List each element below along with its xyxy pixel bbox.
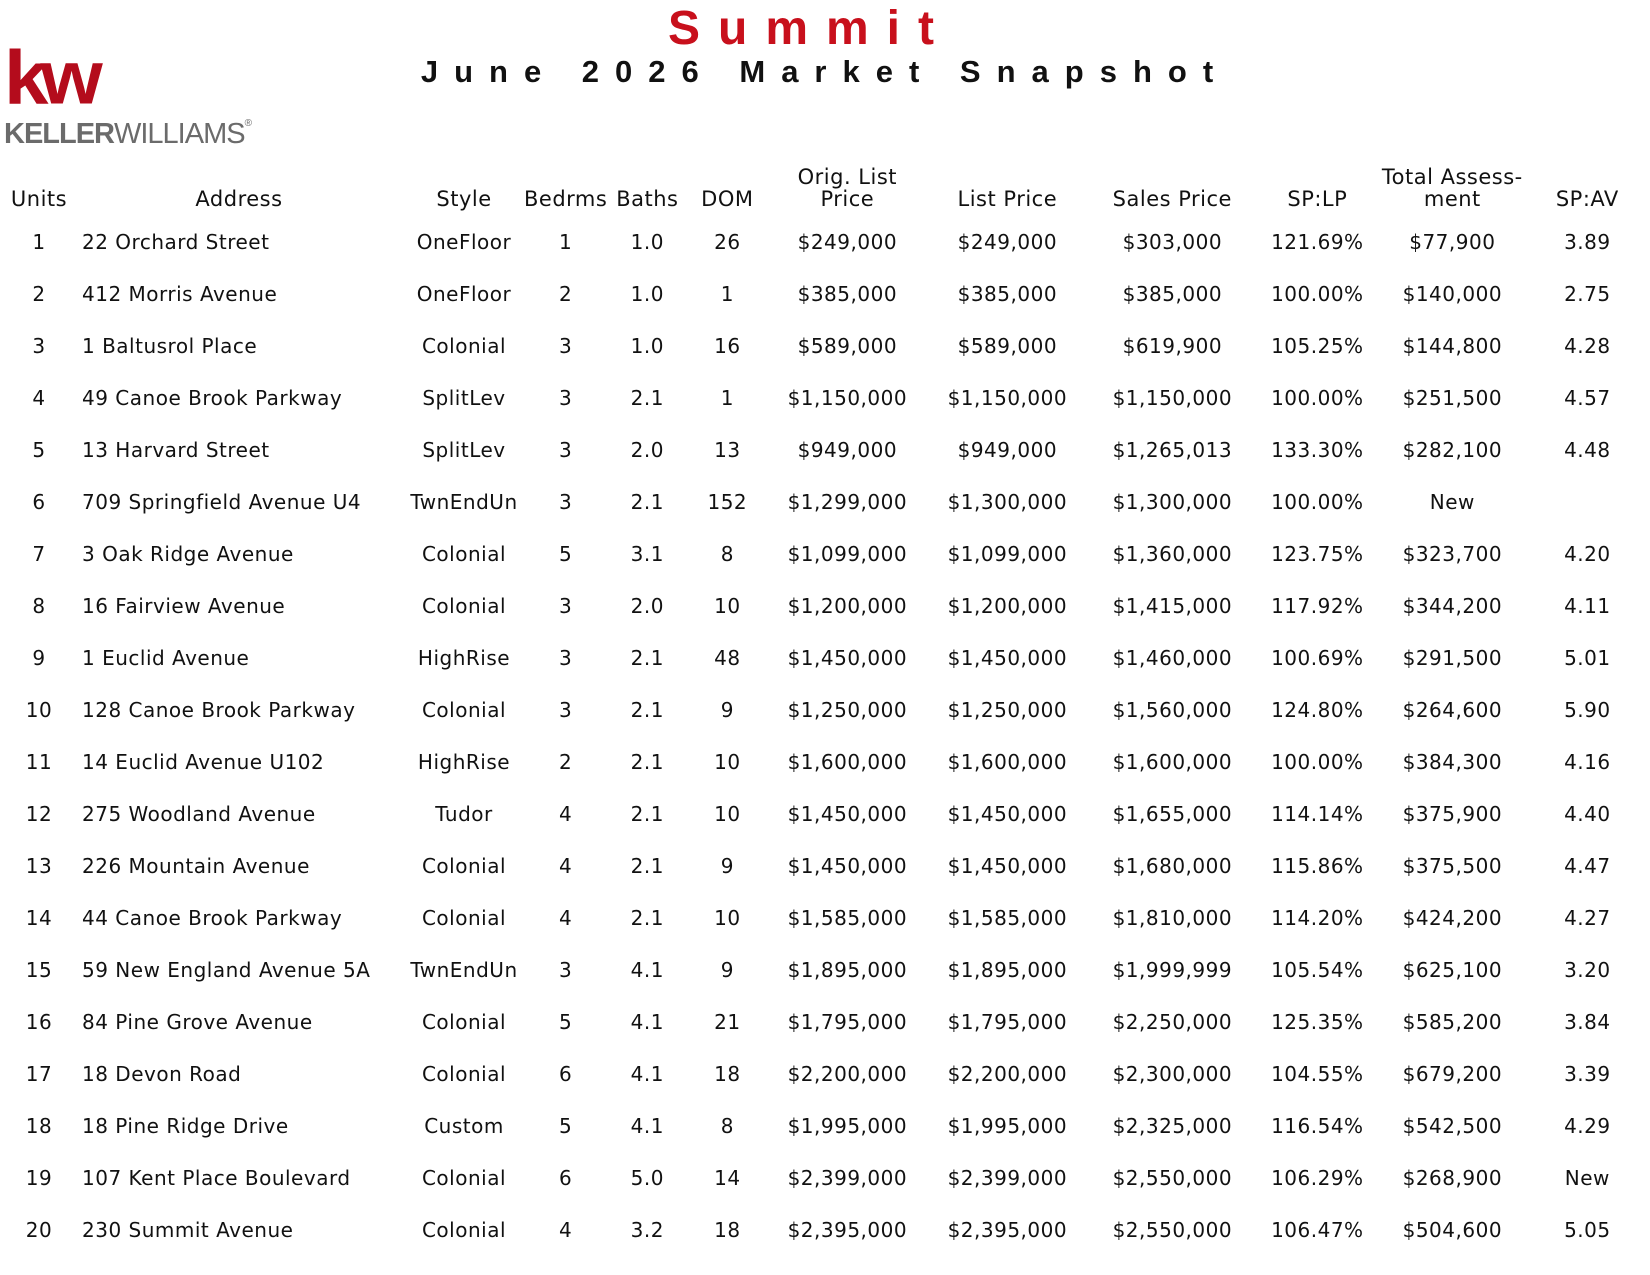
style-cell: SplitLev — [422, 438, 506, 462]
dom-cell: 10 — [714, 802, 741, 826]
bedrms-cell: 3 — [559, 334, 573, 358]
sp-av-cell — [1527, 476, 1647, 528]
sp-lp-cell: 100.00% — [1271, 386, 1364, 410]
sales-price-cell: $1,810,000 — [1112, 906, 1233, 930]
kw-logo-wordmark — [4, 118, 251, 151]
bedrms-cell: 2 — [559, 282, 573, 306]
bedrms-cell: 6 — [559, 1166, 573, 1190]
col-style: Style — [436, 187, 492, 211]
sales-table — [4, 150, 1647, 1256]
sp-av-cell: 4.40 — [1564, 802, 1611, 826]
sales-price-cell: $385,000 — [1122, 282, 1223, 306]
orig-list-price-cell: $2,395,000 — [787, 1218, 908, 1242]
address-cell: 49 Canoe Brook Parkway — [82, 386, 343, 410]
sales-price-cell: $2,250,000 — [1112, 1010, 1233, 1034]
style-cell: Colonial — [421, 542, 507, 566]
dom-cell: 14 — [714, 1166, 741, 1190]
list-price-cell: $385,000 — [957, 282, 1058, 306]
baths-cell: 2.1 — [630, 386, 664, 410]
sp-lp-cell: 117.92% — [1271, 594, 1364, 618]
unit-cell: 10 — [25, 698, 53, 722]
total-assessment-cell: $375,500 — [1402, 854, 1503, 878]
sp-lp-cell: 114.20% — [1271, 906, 1364, 930]
sales-price-cell: $1,265,013 — [1112, 438, 1233, 462]
sp-av-cell: 3.39 — [1564, 1062, 1611, 1086]
orig-list-price-cell: $1,200,000 — [787, 594, 908, 618]
bedrms-cell: 3 — [559, 438, 573, 462]
table-row — [4, 476, 1647, 528]
sales-price-cell: $1,150,000 — [1112, 386, 1233, 410]
sales-price-cell: $1,460,000 — [1112, 646, 1233, 670]
page-title: Summit — [667, 2, 952, 55]
baths-cell: 3.2 — [630, 1218, 664, 1242]
style-cell: Tudor — [435, 802, 493, 826]
orig-list-price-cell: $1,795,000 — [787, 1010, 908, 1034]
unit-cell: 19 — [25, 1166, 53, 1190]
total-assessment-cell: $384,300 — [1402, 750, 1503, 774]
sp-av-cell: 3.84 — [1564, 1010, 1611, 1034]
address-cell: 22 Orchard Street — [82, 230, 270, 254]
table-header-row — [4, 150, 1647, 216]
sales-price-cell: $1,300,000 — [1112, 490, 1233, 514]
sp-lp-cell: 105.25% — [1271, 334, 1364, 358]
table-row — [4, 528, 1647, 580]
dom-cell: 9 — [720, 958, 734, 982]
dom-cell: 10 — [714, 750, 741, 774]
dom-cell: 9 — [720, 698, 734, 722]
sp-lp-cell: 100.00% — [1271, 750, 1364, 774]
table-row — [4, 1100, 1647, 1152]
unit-cell: 20 — [25, 1218, 53, 1242]
total-assessment-cell: New — [1429, 490, 1475, 514]
sp-lp-cell: 105.54% — [1271, 958, 1364, 982]
style-cell: Custom — [424, 1114, 504, 1138]
style-cell: OneFloor — [416, 230, 512, 254]
col-sales-price: Sales Price — [1112, 187, 1232, 211]
list-price-cell: $1,585,000 — [947, 906, 1068, 930]
orig-list-price-cell: $1,895,000 — [787, 958, 908, 982]
baths-cell: 4.1 — [630, 958, 664, 982]
table-row — [4, 944, 1647, 996]
orig-list-price-cell: $1,600,000 — [787, 750, 908, 774]
sp-av-cell: 4.29 — [1564, 1114, 1611, 1138]
total-assessment-cell: $264,600 — [1402, 698, 1503, 722]
sales-price-cell: $619,900 — [1122, 334, 1223, 358]
sp-lp-cell: 123.75% — [1271, 542, 1364, 566]
total-assessment-cell: $424,200 — [1402, 906, 1503, 930]
total-assessment-cell: $140,000 — [1402, 282, 1503, 306]
total-assessment-cell: $375,900 — [1402, 802, 1503, 826]
unit-cell: 18 — [25, 1114, 53, 1138]
style-cell: HighRise — [417, 750, 511, 774]
unit-cell: 5 — [32, 438, 46, 462]
table-row — [4, 892, 1647, 944]
col-bedrms: Bedrms — [524, 187, 608, 211]
unit-cell: 7 — [32, 542, 46, 566]
total-assessment-cell: $268,900 — [1402, 1166, 1503, 1190]
unit-cell: 4 — [32, 386, 46, 410]
bedrms-cell: 3 — [559, 646, 573, 670]
sp-av-cell: 5.90 — [1564, 698, 1611, 722]
col-units: Units — [10, 187, 68, 211]
unit-cell: 6 — [32, 490, 46, 514]
address-cell: 44 Canoe Brook Parkway — [82, 906, 343, 930]
sp-lp-cell: 115.86% — [1271, 854, 1364, 878]
address-cell: 84 Pine Grove Avenue — [82, 1010, 313, 1034]
list-price-cell: $949,000 — [957, 438, 1058, 462]
col-sp-lp: SP:LP — [1287, 187, 1348, 211]
table-row — [4, 216, 1647, 268]
sp-av-cell: 4.47 — [1564, 854, 1611, 878]
list-price-cell: $1,450,000 — [947, 854, 1068, 878]
style-cell: SplitLev — [422, 386, 506, 410]
table-row — [4, 632, 1647, 684]
address-cell: 18 Devon Road — [82, 1062, 242, 1086]
sp-av-cell: 3.89 — [1564, 230, 1611, 254]
unit-cell: 12 — [25, 802, 53, 826]
total-assessment-cell: $344,200 — [1402, 594, 1503, 618]
sp-lp-cell: 106.47% — [1271, 1218, 1364, 1242]
sales-price-cell: $1,560,000 — [1112, 698, 1233, 722]
orig-list-price-cell: $1,099,000 — [787, 542, 908, 566]
dom-cell: 16 — [714, 334, 741, 358]
style-cell: HighRise — [417, 646, 511, 670]
sp-lp-cell: 114.14% — [1271, 802, 1364, 826]
table-row — [4, 1204, 1647, 1256]
bedrms-cell: 4 — [559, 1218, 573, 1242]
dom-cell: 8 — [720, 1114, 734, 1138]
unit-cell: 3 — [32, 334, 46, 358]
kw-logo — [4, 35, 251, 150]
orig-list-price-cell: $1,450,000 — [787, 854, 908, 878]
sales-price-cell: $303,000 — [1122, 230, 1223, 254]
col-orig-list-price: Orig. List Price — [797, 165, 898, 211]
total-assessment-cell: $144,800 — [1402, 334, 1503, 358]
unit-cell: 15 — [25, 958, 53, 982]
page-subtitle: June 2026 Market Snapshot — [420, 54, 1230, 89]
sp-lp-cell: 121.69% — [1271, 230, 1364, 254]
total-assessment-cell: $542,500 — [1402, 1114, 1503, 1138]
orig-list-price-cell: $1,450,000 — [787, 646, 908, 670]
orig-list-price-cell: $1,299,000 — [787, 490, 908, 514]
sp-lp-cell: 100.00% — [1271, 490, 1364, 514]
sales-price-cell: $1,999,999 — [1112, 958, 1233, 982]
list-price-cell: $1,250,000 — [947, 698, 1068, 722]
sp-lp-cell: 106.29% — [1271, 1166, 1364, 1190]
unit-cell: 11 — [25, 750, 53, 774]
table-row — [4, 372, 1647, 424]
baths-cell: 2.1 — [630, 490, 664, 514]
bedrms-cell: 6 — [559, 1062, 573, 1086]
orig-list-price-cell: $2,399,000 — [787, 1166, 908, 1190]
table-row — [4, 684, 1647, 736]
col-total-assessment — [1377, 150, 1527, 216]
baths-cell: 4.1 — [630, 1062, 664, 1086]
total-assessment-cell: $679,200 — [1402, 1062, 1503, 1086]
sales-price-cell: $2,550,000 — [1112, 1166, 1233, 1190]
bedrms-cell: 4 — [559, 906, 573, 930]
baths-cell: 3.1 — [630, 542, 664, 566]
total-assessment-cell: $77,900 — [1409, 230, 1496, 254]
sales-price-cell: $2,300,000 — [1112, 1062, 1233, 1086]
list-price-cell: $1,150,000 — [947, 386, 1068, 410]
col-total-assessment-line2: ment — [1423, 187, 1481, 211]
col-list-price: List Price — [957, 187, 1058, 211]
dom-cell: 10 — [714, 906, 741, 930]
col-total-assessment-line1: Total Assess- — [1381, 165, 1523, 189]
logo-registered-mark: ® — [244, 118, 251, 129]
table-row — [4, 1048, 1647, 1100]
bedrms-cell: 2 — [559, 750, 573, 774]
sp-lp-cell: 116.54% — [1271, 1114, 1364, 1138]
dom-cell: 18 — [714, 1062, 741, 1086]
table-row — [4, 268, 1647, 320]
unit-cell: 8 — [32, 594, 46, 618]
address-cell: 16 Fairview Avenue — [82, 594, 286, 618]
list-price-cell: $1,450,000 — [947, 802, 1068, 826]
style-cell: Colonial — [421, 1010, 507, 1034]
orig-list-price-cell: $589,000 — [797, 334, 898, 358]
total-assessment-cell: $585,200 — [1402, 1010, 1503, 1034]
table-row — [4, 736, 1647, 788]
sp-lp-cell: 100.69% — [1271, 646, 1364, 670]
baths-cell: 2.1 — [630, 802, 664, 826]
col-sp-av: SP:AV — [1555, 187, 1619, 211]
sales-price-cell: $2,325,000 — [1112, 1114, 1233, 1138]
dom-cell: 9 — [720, 854, 734, 878]
sp-av-cell: 4.57 — [1564, 386, 1611, 410]
col-dom: DOM — [701, 187, 754, 211]
bedrms-cell: 4 — [559, 802, 573, 826]
address-cell: 107 Kent Place Boulevard — [82, 1166, 351, 1190]
logo-word-keller: KELLER — [4, 118, 114, 150]
sp-av-cell: 3.20 — [1564, 958, 1611, 982]
unit-cell: 2 — [32, 282, 46, 306]
sp-lp-cell: 104.55% — [1271, 1062, 1364, 1086]
sp-av-cell: New — [1564, 1166, 1610, 1190]
baths-cell: 1.0 — [630, 282, 664, 306]
table-body — [4, 216, 1647, 1256]
sp-av-cell: 4.28 — [1564, 334, 1611, 358]
bedrms-cell: 5 — [559, 1010, 573, 1034]
style-cell: Colonial — [421, 698, 507, 722]
baths-cell: 2.1 — [630, 750, 664, 774]
style-cell: OneFloor — [416, 282, 512, 306]
sp-av-cell: 4.11 — [1564, 594, 1611, 618]
unit-cell: 14 — [25, 906, 53, 930]
bedrms-cell: 3 — [559, 958, 573, 982]
bedrms-cell: 1 — [559, 230, 573, 254]
style-cell: Colonial — [421, 1062, 507, 1086]
address-cell: 275 Woodland Avenue — [82, 802, 316, 826]
address-cell: 709 Springfield Avenue U4 — [82, 490, 362, 514]
total-assessment-cell: $625,100 — [1402, 958, 1503, 982]
address-cell: 14 Euclid Avenue U102 — [82, 750, 325, 774]
table-row — [4, 320, 1647, 372]
sp-lp-cell: 133.30% — [1271, 438, 1364, 462]
orig-list-price-cell: $385,000 — [797, 282, 898, 306]
list-price-cell: $1,200,000 — [947, 594, 1068, 618]
address-cell: 412 Morris Avenue — [82, 282, 278, 306]
unit-cell: 17 — [25, 1062, 53, 1086]
dom-cell: 1 — [720, 386, 734, 410]
sales-price-cell: $1,600,000 — [1112, 750, 1233, 774]
baths-cell: 4.1 — [630, 1010, 664, 1034]
sales-price-cell: $1,415,000 — [1112, 594, 1233, 618]
sp-av-cell: 5.01 — [1564, 646, 1611, 670]
orig-list-price-cell: $1,450,000 — [787, 802, 908, 826]
baths-cell: 2.1 — [630, 906, 664, 930]
bedrms-cell: 5 — [559, 1114, 573, 1138]
table-row — [4, 424, 1647, 476]
dom-cell: 26 — [714, 230, 741, 254]
baths-cell: 2.0 — [630, 438, 664, 462]
table-row — [4, 580, 1647, 632]
col-address: Address — [195, 187, 283, 211]
table-row — [4, 1152, 1647, 1204]
dom-cell: 8 — [720, 542, 734, 566]
style-cell: TwnEndUn — [410, 958, 518, 982]
address-cell: 13 Harvard Street — [82, 438, 270, 462]
total-assessment-cell: $282,100 — [1402, 438, 1503, 462]
bedrms-cell: 3 — [559, 386, 573, 410]
unit-cell: 16 — [25, 1010, 53, 1034]
dom-cell: 48 — [714, 646, 741, 670]
orig-list-price-cell: $1,585,000 — [787, 906, 908, 930]
baths-cell: 2.1 — [630, 698, 664, 722]
address-cell: 128 Canoe Brook Parkway — [82, 698, 356, 722]
address-cell: 230 Summit Avenue — [82, 1218, 294, 1242]
style-cell: Colonial — [421, 594, 507, 618]
sp-av-cell: 2.75 — [1564, 282, 1611, 306]
orig-list-price-cell: $2,200,000 — [787, 1062, 908, 1086]
style-cell: Colonial — [421, 854, 507, 878]
list-price-cell: $1,895,000 — [947, 958, 1068, 982]
total-assessment-cell: $251,500 — [1402, 386, 1503, 410]
bedrms-cell: 4 — [559, 854, 573, 878]
orig-list-price-cell: $1,995,000 — [787, 1114, 908, 1138]
table-row — [4, 788, 1647, 840]
sales-price-cell: $1,655,000 — [1112, 802, 1233, 826]
table-row — [4, 840, 1647, 892]
list-price-cell: $1,995,000 — [947, 1114, 1068, 1138]
sales-price-cell: $1,360,000 — [1112, 542, 1233, 566]
dom-cell: 10 — [714, 594, 741, 618]
list-price-cell: $1,300,000 — [947, 490, 1068, 514]
sales-price-cell: $1,680,000 — [1112, 854, 1233, 878]
baths-cell: 2.1 — [630, 854, 664, 878]
dom-cell: 18 — [714, 1218, 741, 1242]
address-cell: 226 Mountain Avenue — [82, 854, 310, 878]
baths-cell: 2.0 — [630, 594, 664, 618]
sp-lp-cell: 124.80% — [1271, 698, 1364, 722]
orig-list-price-cell: $1,150,000 — [787, 386, 908, 410]
list-price-cell: $2,399,000 — [947, 1166, 1068, 1190]
orig-list-price-cell: $249,000 — [797, 230, 898, 254]
sp-av-cell: 4.27 — [1564, 906, 1611, 930]
style-cell: Colonial — [421, 906, 507, 930]
baths-cell: 5.0 — [630, 1166, 664, 1190]
bedrms-cell: 3 — [559, 594, 573, 618]
table-row — [4, 996, 1647, 1048]
sp-lp-cell: 100.00% — [1271, 282, 1364, 306]
address-cell: 1 Baltusrol Place — [82, 334, 258, 358]
total-assessment-cell: $323,700 — [1402, 542, 1503, 566]
bedrms-cell: 3 — [559, 490, 573, 514]
orig-list-price-cell: $949,000 — [797, 438, 898, 462]
address-cell: 59 New England Avenue 5A — [82, 958, 371, 982]
address-cell: 1 Euclid Avenue — [82, 646, 250, 670]
dom-cell: 152 — [707, 490, 748, 514]
sales-price-cell: $2,550,000 — [1112, 1218, 1233, 1242]
sp-av-cell: 4.48 — [1564, 438, 1611, 462]
bedrms-cell: 5 — [559, 542, 573, 566]
dom-cell: 1 — [720, 282, 734, 306]
sp-av-cell: 4.20 — [1564, 542, 1611, 566]
dom-cell: 13 — [714, 438, 741, 462]
address-cell: 18 Pine Ridge Drive — [82, 1114, 289, 1138]
list-price-cell: $1,450,000 — [947, 646, 1068, 670]
baths-cell: 1.0 — [630, 334, 664, 358]
orig-list-price-cell: $1,250,000 — [787, 698, 908, 722]
bedrms-cell: 3 — [559, 698, 573, 722]
sp-lp-cell: 125.35% — [1271, 1010, 1364, 1034]
col-baths: Baths — [616, 187, 679, 211]
unit-cell: 1 — [32, 230, 46, 254]
style-cell: Colonial — [421, 334, 507, 358]
list-price-cell: $2,395,000 — [947, 1218, 1068, 1242]
style-cell: Colonial — [421, 1166, 507, 1190]
list-price-cell: $2,200,000 — [947, 1062, 1068, 1086]
style-cell: TwnEndUn — [410, 490, 518, 514]
total-assessment-cell: $291,500 — [1402, 646, 1503, 670]
list-price-cell: $249,000 — [957, 230, 1058, 254]
address-cell: 3 Oak Ridge Avenue — [82, 542, 294, 566]
baths-cell: 2.1 — [630, 646, 664, 670]
total-assessment-cell: $504,600 — [1402, 1218, 1503, 1242]
baths-cell: 4.1 — [630, 1114, 664, 1138]
sp-av-cell: 5.05 — [1564, 1218, 1611, 1242]
baths-cell: 1.0 — [630, 230, 664, 254]
list-price-cell: $589,000 — [957, 334, 1058, 358]
dom-cell: 21 — [714, 1010, 741, 1034]
style-cell: Colonial — [421, 1218, 507, 1242]
kw-logo-mark: kw — [4, 35, 95, 120]
logo-word-williams: WILLIAMS — [114, 118, 245, 150]
list-price-cell: $1,600,000 — [947, 750, 1068, 774]
unit-cell: 9 — [32, 646, 46, 670]
list-price-cell: $1,795,000 — [947, 1010, 1068, 1034]
list-price-cell: $1,099,000 — [947, 542, 1068, 566]
sp-av-cell: 4.16 — [1564, 750, 1611, 774]
unit-cell: 13 — [25, 854, 53, 878]
